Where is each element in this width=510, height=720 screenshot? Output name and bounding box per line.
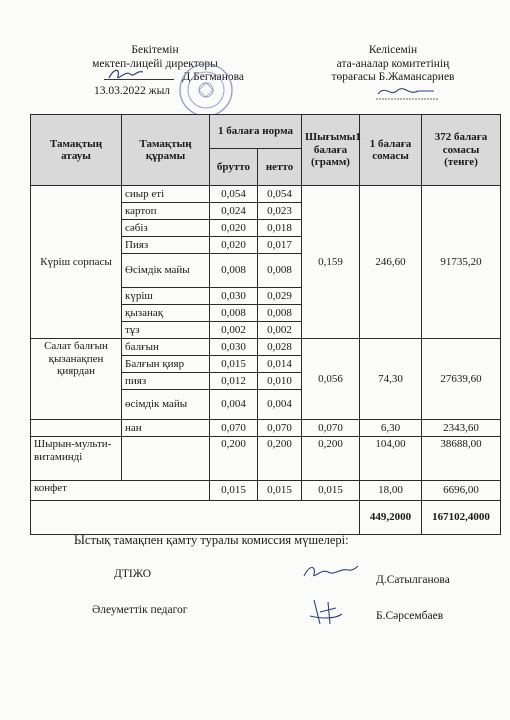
empty-cell [122,437,210,481]
dish-cost-total: 91735,20 [422,186,501,339]
brutto: 0,024 [210,203,258,220]
commission-title: Ыстық тамақпен қамту туралы комиссия мүшелері: [74,533,349,547]
output: 0,200 [302,437,360,481]
table-row-juice [31,437,501,481]
table-row-candy [31,481,501,501]
netto: 0,200 [258,437,302,481]
output: 0,070 [302,420,360,437]
dish-cost-one: 74,30 [360,339,422,420]
netto: 0,070 [258,420,302,437]
member-name: Б.Сәрсембаев [376,610,444,622]
ingredient: нан [122,420,210,437]
chair-signature-icon [372,82,442,102]
header-composition: Тамақтың құрамы [122,115,210,186]
header-output: Шығымы1 балаға (грамм) [302,115,360,186]
header-netto: нетто [258,149,302,186]
ingredient: балғын [122,339,210,356]
header-cost-one: 1 балаға сомасы [360,115,422,186]
total-cost-one: 449,2000 [360,501,422,535]
member-role: Әлеуметтік педагог [92,604,188,616]
header-cost-total: 372 балаға сомасы (тенге) [422,115,501,186]
school-stamp-icon [178,62,234,118]
brutto: 0,054 [210,186,258,203]
table-row-bread [31,420,501,437]
member-signature-icon [300,560,362,586]
output: 0,015 [302,481,360,501]
member-name: Д.Сатылганова [376,574,450,586]
netto: 0,008 [258,254,302,288]
netto: 0,010 [258,373,302,390]
dish-cost-one: 246,60 [360,186,422,339]
cost-one: 104,00 [360,437,422,481]
committee-chair-name: төрағасы Б.Жамансариев [331,71,455,83]
netto: 0,029 [258,288,302,305]
dish-output: 0,159 [302,186,360,339]
brutto: 0,002 [210,322,258,339]
director-signature-icon [106,64,146,84]
netto: 0,018 [258,220,302,237]
dish-output: 0,056 [302,339,360,420]
netto: 0,008 [258,305,302,322]
brutto: 0,015 [210,356,258,373]
header-norm: 1 балаға норма [210,115,302,149]
approval-right [308,44,478,85]
brutto: 0,020 [210,237,258,254]
empty-cell [31,501,360,535]
menu-table [30,114,501,535]
netto: 0,017 [258,237,302,254]
approval-left-position: мектеп-лицейі директоры [92,57,218,70]
brutto: 0,008 [210,254,258,288]
table-row [31,339,501,356]
ingredient: Өсімдік майы [122,254,210,288]
netto: 0,004 [258,390,302,420]
ingredient: картоп [122,203,210,220]
cost-one: 18,00 [360,481,422,501]
total-cost-total: 167102,4000 [422,501,501,535]
brutto: 0,012 [210,373,258,390]
dish-cost-total: 27639,60 [422,339,501,420]
empty-cell [31,420,122,437]
brutto: 0,020 [210,220,258,237]
brutto: 0,004 [210,390,258,420]
director-name: Д.Бегманова [182,71,244,83]
cost-total: 6696,00 [422,481,501,501]
header-dish-name: Тамақтың атауы [31,115,122,186]
netto: 0,028 [258,339,302,356]
brutto: 0,030 [210,288,258,305]
ingredient: тұз [122,322,210,339]
ingredient: сәбіз [122,220,210,237]
brutto: 0,008 [210,305,258,322]
dish-name: Шырын-мульти-витаминді [31,437,122,481]
brutto: 0,015 [210,481,258,501]
dish-name: конфет [31,481,210,501]
dish-name: Күріш сорпасы [31,186,122,339]
member-role: ДТІЖО [114,568,152,580]
brutto: 0,200 [210,437,258,481]
ingredient: Пияз [122,237,210,254]
ingredient: күріш [122,288,210,305]
netto: 0,002 [258,322,302,339]
netto: 0,023 [258,203,302,220]
approval-right-position: ата-аналар комитетінің [336,57,450,70]
ingredient: өсімдік майы [122,390,210,420]
header-brutto: брутто [210,149,258,186]
table-row-total [31,501,501,535]
netto: 0,015 [258,481,302,501]
ingredient: сиыр еті [122,186,210,203]
netto: 0,054 [258,186,302,203]
brutto: 0,070 [210,420,258,437]
netto: 0,014 [258,356,302,373]
cost-total: 2343,60 [422,420,501,437]
approval-left-title: Бекітемін [131,44,179,56]
cost-total: 38688,00 [422,437,501,481]
cost-one: 6,30 [360,420,422,437]
ingredient: қызанақ [122,305,210,322]
member-signature-icon [306,594,346,630]
table-header-row [31,115,501,149]
ingredient: пияз [122,373,210,390]
brutto: 0,030 [210,339,258,356]
approval-right-title: Келісемін [368,44,418,56]
table-row [31,186,501,203]
ingredient: Балғын қияр [122,356,210,373]
dish-name: Салат балғын қызанақпен қиярдан [31,339,122,420]
approval-date: 13.03.2022 жыл [94,84,171,97]
